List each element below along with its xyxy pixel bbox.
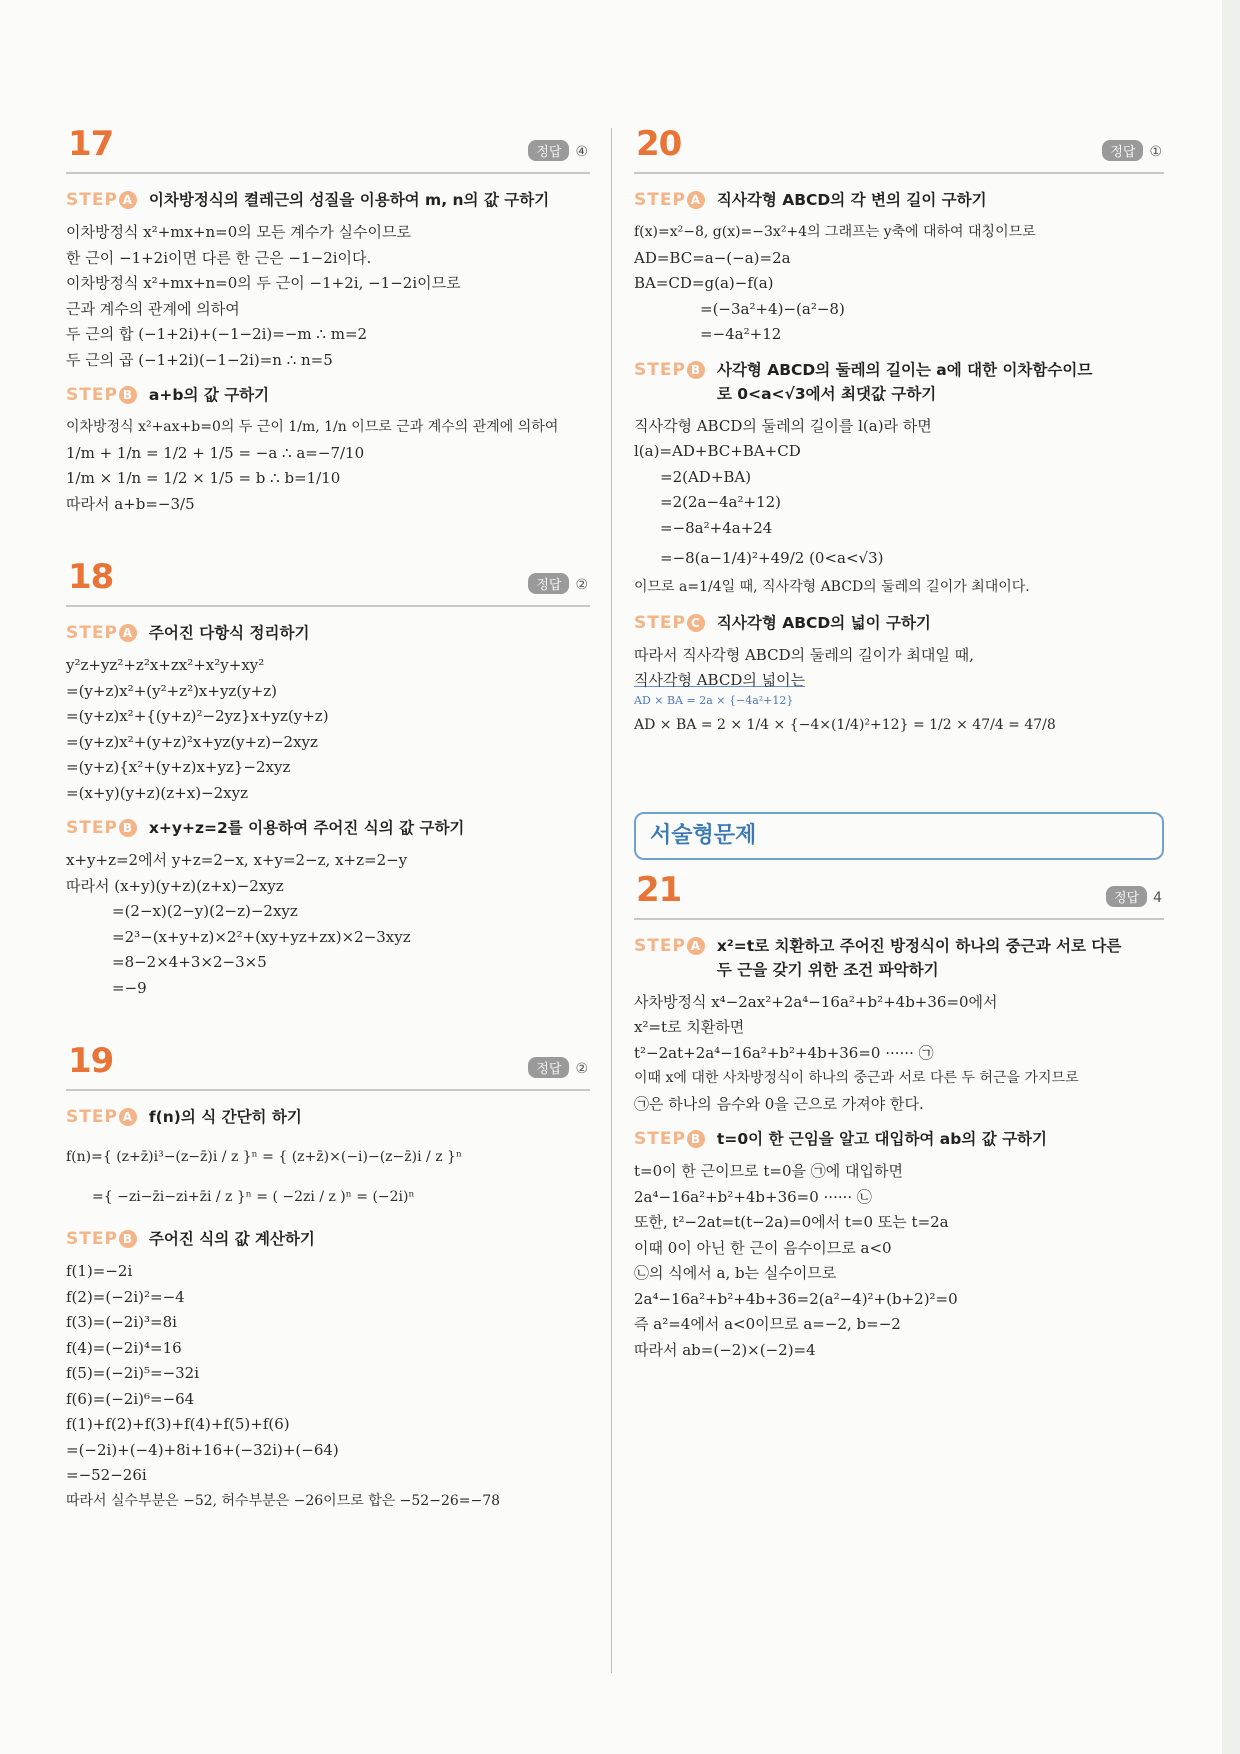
answer-label: 정답 ④ <box>528 140 588 161</box>
solution-line: 두 근의 합 (−1+2i)+(−1−2i)=−m ∴ m=2 <box>66 325 368 343</box>
step-badge: STEP A <box>634 934 705 958</box>
problem-21 <box>634 869 1164 1364</box>
step-badge: STEP B <box>66 816 137 840</box>
page-edge <box>1222 0 1240 1754</box>
step-badge: STEP B <box>634 1127 705 1151</box>
solution-line: =−9 <box>112 978 147 997</box>
solution-line: ㉠은 하나의 음수와 0을 근으로 가져야 한다. <box>634 1094 924 1113</box>
step-a-heading <box>66 188 590 212</box>
solution-line: 이때 x에 대한 사차방정식이 하나의 중근과 서로 다른 두 허근을 가지므로 <box>634 1070 1079 1086</box>
step-title: 사각형 ABCD의 둘레의 길이는 a에 대한 이차함수이므로 0<a<√3에서 최댓값 구하기 <box>716 360 1093 403</box>
step-badge: STEP A <box>634 188 705 212</box>
step-title: t=0이 한 근임을 알고 대입하여 ab의 값 구하기 <box>716 1130 1048 1148</box>
solution-line: =(y+z)x²+{(y+z)²−2yz}x+yz(y+z) <box>66 707 329 725</box>
solution-line: =(y+z)x²+(y+z)²x+yz(y+z)−2xyz <box>66 732 318 751</box>
solution-line: t²−2at+2a⁴−16a²+b²+4b+36=0 ······ ㉠ <box>634 1043 934 1062</box>
problem-number: 21 <box>636 869 682 910</box>
step-b-heading <box>634 1127 1164 1151</box>
step-title: 주어진 다항식 정리하기 <box>148 624 310 642</box>
step-badge: STEP B <box>634 358 705 382</box>
step-c-heading <box>634 611 1164 635</box>
step-a-heading <box>634 934 1164 982</box>
solution-line: 따라서 직사각형 ABCD의 둘레의 길이가 최대일 때, <box>634 645 974 664</box>
step-badge: STEP A <box>66 188 137 212</box>
solution-line: 직사각형 ABCD의 넓이는 <box>634 671 806 689</box>
solution-line: 이차방정식 x²+mx+n=0의 두 근이 −1+2i, −1−2i이므로 <box>66 274 461 292</box>
solution-line: 2a⁴−16a²+b²+4b+36=2(a²−4)²+(b+2)²=0 <box>634 1289 958 1308</box>
solution-line: 근과 계수의 관계에 의하여 <box>66 299 240 318</box>
solution-line: 직사각형 ABCD의 둘레의 길이를 l(a)라 하면 <box>634 416 932 435</box>
step-badge: STEP B <box>66 1227 137 1251</box>
step-title: x+y+z=2를 이용하여 주어진 식의 값 구하기 <box>148 819 465 837</box>
problem-19 <box>66 1041 590 1514</box>
solution-line: 따라서 실수부분은 −52, 허수부분은 −26이므로 합은 −52−26=−78 <box>66 1492 501 1509</box>
problem-header <box>634 869 1164 920</box>
step-title: 직사각형 ABCD의 각 변의 길이 구하기 <box>716 191 987 209</box>
solution-line: =(y+z){x²+(y+z)x+yz}−2xyz <box>66 758 291 776</box>
answer-label: 정답 ② <box>528 1057 588 1078</box>
solution-line: =(−3a²+4)−(a²−8) <box>700 299 845 318</box>
solution-line: 이차방정식 x²+ax+b=0의 두 근이 1/m, 1/n 이므로 근과 계수의 관계에 의하여 <box>66 419 559 435</box>
solution-line: 1/m + 1/n = 1/2 + 1/5 = −a ∴ a=−7/10 <box>66 443 365 462</box>
solution-line: =(−2i)+(−4)+8i+16+(−32i)+(−64) <box>66 1440 339 1459</box>
solution-line: =−4a²+12 <box>700 325 782 343</box>
step-badge: STEP B <box>66 383 137 407</box>
solution-line: y²z+yz²+z²x+zx²+x²y+xy² <box>66 656 265 674</box>
solution-line: 따라서 (x+y)(y+z)(z+x)−2xyz <box>66 876 284 895</box>
solution-line: =−8a²+4a+24 <box>660 518 773 537</box>
solution-line: f(n)={ (z+z̄)i³−(z−z̄)i / z }ⁿ = { (z+z̄)×(−i)−(z−z̄)i / z }ⁿ <box>66 1149 463 1165</box>
solution-line: =2³−(x+y+z)×2²+(xy+yz+zx)×2−3xyz <box>112 927 411 946</box>
step-badge: STEP C <box>634 611 705 635</box>
column-divider <box>611 128 612 1673</box>
solution-line: x+y+z=2에서 y+z=2−x, x+y=2−z, x+z=2−y <box>66 851 408 869</box>
problem-header <box>66 1041 590 1091</box>
problem-number: 20 <box>636 124 682 164</box>
solution-line: f(1)=−2i <box>66 1262 133 1280</box>
step-title: 주어진 식의 값 계산하기 <box>148 1230 315 1248</box>
step-title: x²=t로 치환하고 주어진 방정식이 하나의 중근과 서로 다른 두 근을 갖기 위한 조건 파악하기 <box>716 936 1122 979</box>
step-a-heading <box>66 621 590 645</box>
solution-line: =2(AD+BA) <box>660 467 752 486</box>
problem-header <box>66 124 590 174</box>
step-b-heading <box>66 1227 590 1251</box>
solution-line: 2a⁴−16a²+b²+4b+36=0 ······ ㉡ <box>634 1187 872 1206</box>
problem-number: 17 <box>68 124 114 164</box>
solution-line: ㉡의 식에서 a, b는 실수이므로 <box>634 1264 837 1282</box>
step-b-heading <box>66 816 590 840</box>
step-a-heading <box>66 1105 590 1129</box>
problem-number: 19 <box>68 1041 114 1081</box>
step-a-heading <box>634 188 1164 212</box>
solution-line: 즉 a²=4에서 a<0이므로 a=−2, b=−2 <box>634 1315 901 1333</box>
solution-line: f(6)=(−2i)⁶=−64 <box>66 1389 195 1408</box>
step-badge: STEP A <box>66 1105 137 1129</box>
solution-line: 따라서 a+b=−3/5 <box>66 494 195 513</box>
solution-line: 이때 0이 아닌 한 근이 음수이므로 a<0 <box>634 1238 892 1257</box>
solution-line: f(2)=(−2i)²=−4 <box>66 1287 185 1306</box>
section-title-box: 서술형문제 <box>634 812 1164 860</box>
solution-line: f(1)+f(2)+f(3)+f(4)+f(5)+f(6) <box>66 1415 290 1433</box>
problem-header <box>634 124 1164 174</box>
solution-line: BA=CD=g(a)−f(a) <box>634 274 774 292</box>
solution-line: l(a)=AD+BC+BA+CD <box>634 442 801 460</box>
answer-label: 정답 ① <box>1102 140 1162 161</box>
step-title: a+b의 값 구하기 <box>148 386 270 404</box>
solution-line: x²=t로 치환하면 <box>634 1018 745 1036</box>
solution-line: =2(2a−4a²+12) <box>660 493 782 511</box>
solution-line: f(5)=(−2i)⁵=−32i <box>66 1364 200 1382</box>
solution-line: 사차방정식 x⁴−2ax²+2a⁴−16a²+b²+4b+36=0에서 <box>634 992 998 1011</box>
solution-line: =−8(a−1/4)²+49/2 (0<a<√3) <box>660 549 884 567</box>
solution-line: 한 근이 −1+2i이면 다른 한 근은 −1−2i이다. <box>66 248 372 267</box>
problem-header <box>66 557 590 607</box>
step-title: f(n)의 식 간단히 하기 <box>148 1108 302 1126</box>
solution-line: 1/m × 1/n = 1/2 × 1/5 = b ∴ b=1/10 <box>66 469 341 487</box>
solution-line: =(x+y)(y+z)(z+x)−2xyz <box>66 783 249 802</box>
solution-line: ={ −zi−z̄i−zi+z̄i / z }ⁿ = ( −2zi / z )ⁿ = (−2i)ⁿ <box>92 1189 415 1205</box>
solution-line: f(3)=(−2i)³=8i <box>66 1313 177 1331</box>
left-column <box>66 124 590 1514</box>
step-b-heading <box>66 383 590 407</box>
step-b-heading <box>634 358 1164 406</box>
solution-line: =(2−x)(2−y)(2−z)−2xyz <box>112 902 298 920</box>
solution-line: 이차방정식 x²+mx+n=0의 모든 계수가 실수이므로 <box>66 223 411 241</box>
problem-number: 18 <box>68 557 114 597</box>
solution-line: f(4)=(−2i)⁴=16 <box>66 1338 182 1357</box>
solution-line: =(y+z)x²+(y²+z²)x+yz(y+z) <box>66 681 277 700</box>
problem-17 <box>66 124 590 517</box>
solution-line: 두 근의 곱 (−1+2i)(−1−2i)=n ∴ n=5 <box>66 350 333 369</box>
solution-line: f(x)=x²−8, g(x)=−3x²+4의 그래프는 y축에 대하여 대칭이므로 <box>634 224 1036 240</box>
solution-line: AD × BA = 2 × 1/4 × {−4×(1/4)²+12} = 1/2 × 47/4 = 47/8 <box>634 716 1056 733</box>
solution-line: 또한, t²−2at=t(t−2a)=0에서 t=0 또는 t=2a <box>634 1213 949 1231</box>
answer-label: 정답 4 <box>1106 886 1162 907</box>
step-title: 직사각형 ABCD의 넓이 구하기 <box>716 613 931 632</box>
step-badge: STEP A <box>66 621 137 645</box>
answer-label: 정답 ② <box>528 573 588 594</box>
problem-20 <box>634 124 1164 742</box>
solution-line: t=0이 한 근이므로 t=0을 ㉠에 대입하면 <box>634 1162 904 1180</box>
step-title: 이차방정식의 켤레근의 성질을 이용하여 m, n의 값 구하기 <box>148 191 550 209</box>
solution-line: =8−2×4+3×2−3×5 <box>112 953 267 971</box>
solution-line: AD=BC=a−(−a)=2a <box>634 248 791 267</box>
problem-18 <box>66 557 590 1001</box>
right-column <box>634 124 1164 1363</box>
solution-line: =−52−26i <box>66 1466 147 1484</box>
annotation-note: AD × BA = 2a × {−4a²+12} <box>634 693 794 707</box>
solution-line: 이므로 a=1/4일 때, 직사각형 ABCD의 둘레의 길이가 최대이다. <box>634 579 1030 595</box>
solution-line: 따라서 ab=(−2)×(−2)=4 <box>634 1340 816 1359</box>
